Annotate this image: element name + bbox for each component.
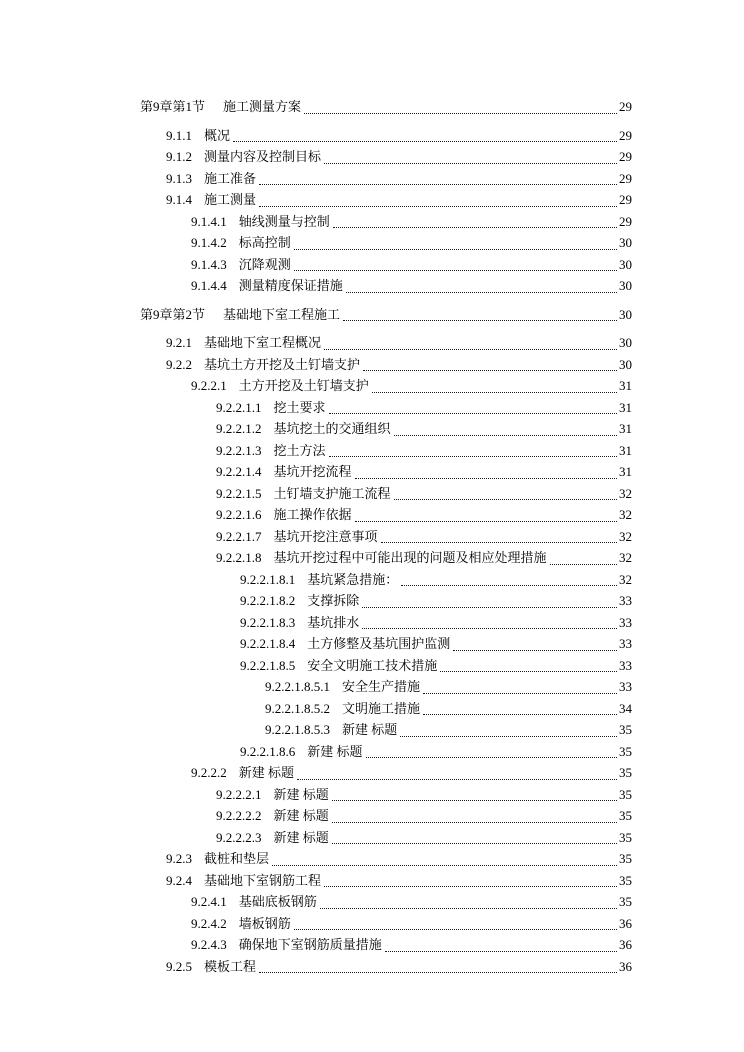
toc-entry-title: 新建 标题 xyxy=(342,722,398,737)
dotted-leader xyxy=(366,756,617,758)
dotted-leader xyxy=(401,584,617,586)
toc-entry-title: 模板工程 xyxy=(204,958,257,974)
toc-entry-number: 9.2.2.1.5 xyxy=(216,485,262,501)
toc-entry-page: 30 xyxy=(619,306,632,322)
toc-entry-title: 基础地下室钢筋工程 xyxy=(204,872,322,888)
toc-entry-number: 9.2.2.1.6 xyxy=(216,507,262,522)
toc-entry-title: 基坑土方开挖及土钉墙支护 xyxy=(204,356,361,372)
toc-entry[interactable] xyxy=(140,483,632,505)
toc-entry-number: 9.1.4.1 xyxy=(191,213,227,229)
dotted-leader xyxy=(394,434,617,436)
toc-entry-title: 基坑排水 xyxy=(307,614,360,630)
toc-entry-page: 29 xyxy=(619,127,632,143)
toc-entry-number: 9.2.2.1.8.5.2 xyxy=(265,700,330,716)
toc-entry-page: 29 xyxy=(619,213,632,229)
toc-entry-number: 9.1.3 xyxy=(166,170,192,186)
toc-entry-number: 9.2.2.1.8.1 xyxy=(240,571,296,587)
toc-entry-page: 32 xyxy=(619,571,632,587)
toc-entry[interactable] xyxy=(140,612,632,634)
toc-entry-title: 基坑开挖注意事项 xyxy=(273,528,378,544)
toc-entry-title: 截桩和垫层 xyxy=(204,851,270,866)
dotted-leader xyxy=(294,269,617,271)
dotted-leader xyxy=(304,112,617,114)
toc-entry-title: 施工测量 xyxy=(204,192,257,207)
toc-entry-page: 29 xyxy=(619,192,632,207)
dotted-leader xyxy=(329,455,617,457)
toc-entry-number: 9.2.2.1.7 xyxy=(216,528,262,544)
toc-entry-page: 33 xyxy=(619,657,632,673)
toc-entry-title: 施工测量方案 xyxy=(223,99,302,114)
toc-entry-title: 基础地下室工程施工 xyxy=(223,306,341,322)
toc-entry-number: 9.2.2.2 xyxy=(191,765,227,780)
toc-entry-page: 31 xyxy=(619,464,632,479)
dotted-leader xyxy=(440,670,617,672)
toc-entry-title: 挖土要求 xyxy=(273,399,326,415)
toc-entry-page: 35 xyxy=(619,894,632,909)
toc-entry-number: 9.1.4 xyxy=(166,192,192,207)
toc-entry-title: 基坑挖土的交通组织 xyxy=(273,421,391,436)
toc-entry[interactable] xyxy=(140,676,632,698)
dotted-leader xyxy=(385,950,617,952)
toc-entry-page: 30 xyxy=(619,356,632,372)
toc-entry-number: 9.2.2.1 xyxy=(191,378,227,393)
toc-entry[interactable] xyxy=(140,633,632,655)
toc-entry-page: 31 xyxy=(619,399,632,415)
toc-entry[interactable] xyxy=(140,504,632,526)
toc-entry-page: 35 xyxy=(619,743,632,759)
dotted-leader xyxy=(363,369,617,371)
toc-entry-page: 35 xyxy=(619,851,632,866)
toc-entry-number: 9.2.2.1.8.3 xyxy=(240,614,296,630)
toc-entry[interactable] xyxy=(140,211,632,233)
toc-entry-number: 9.2.4.3 xyxy=(191,937,227,952)
toc-entry-page: 35 xyxy=(619,872,632,888)
toc-entry-title: 新建 标题 xyxy=(273,808,329,823)
toc-entry[interactable] xyxy=(140,719,632,741)
toc-entry[interactable] xyxy=(140,526,632,548)
toc-entry-number: 9.2.2.1.1 xyxy=(216,399,262,415)
toc-entry[interactable] xyxy=(140,870,632,892)
toc-entry[interactable] xyxy=(140,332,632,354)
toc-entry-number: 9.2.2.1.8.5 xyxy=(240,657,296,673)
toc-entry-page: 29 xyxy=(619,170,632,186)
toc-entry-number: 9.2.2.1.8.2 xyxy=(240,593,296,608)
toc-entry-title: 安全生产措施 xyxy=(342,679,421,694)
toc-entry-title: 文明施工措施 xyxy=(342,700,421,716)
toc-entry-number: 9.2.2.1.2 xyxy=(216,421,262,436)
toc-entry[interactable] xyxy=(140,275,632,297)
toc-entry-page: 30 xyxy=(619,335,632,350)
toc-chapter-entry[interactable] xyxy=(140,304,632,326)
dotted-leader xyxy=(297,778,617,780)
toc-entry-title: 测量精度保证措施 xyxy=(238,278,343,293)
toc-entry-page: 35 xyxy=(619,765,632,780)
dotted-leader xyxy=(400,735,617,737)
toc-entry-title: 标高控制 xyxy=(238,235,291,250)
dotted-leader xyxy=(372,391,617,393)
dotted-leader xyxy=(343,319,617,321)
dotted-leader xyxy=(259,205,617,207)
toc-entry-page: 32 xyxy=(619,550,632,565)
toc-entry-page: 33 xyxy=(619,679,632,694)
toc-entry-number: 9.2.2.2.2 xyxy=(216,808,262,823)
dotted-leader xyxy=(423,692,617,694)
dotted-leader xyxy=(332,799,617,801)
toc-entry-title: 基坑开挖过程中可能出现的问题及相应处理措施 xyxy=(273,550,547,565)
toc-entry-page: 35 xyxy=(619,722,632,737)
toc-entry-title: 土方开挖及土钉墙支护 xyxy=(238,378,369,393)
toc-entry-title: 墙板钢筋 xyxy=(238,915,291,931)
toc-entry[interactable] xyxy=(140,784,632,806)
dotted-leader xyxy=(324,885,617,887)
toc-entry-title: 沉降观测 xyxy=(238,256,291,272)
toc-entry-page: 36 xyxy=(619,958,632,974)
toc-entry-title: 基础地下室工程概况 xyxy=(204,335,322,350)
toc-entry-title: 概况 xyxy=(204,127,231,143)
toc-entry-number: 9.1.4.4 xyxy=(191,278,227,293)
toc-entry[interactable] xyxy=(140,698,632,720)
toc-entry-number: 9.2.2.1.8 xyxy=(216,550,262,565)
toc-entry-page: 34 xyxy=(619,700,632,716)
toc-entry[interactable] xyxy=(140,461,632,483)
toc-list xyxy=(140,96,632,977)
toc-entry-page: 32 xyxy=(619,507,632,522)
toc-entry-number: 9.2.2.2.1 xyxy=(216,786,262,802)
toc-entry[interactable] xyxy=(140,232,632,254)
toc-entry-page: 32 xyxy=(619,485,632,501)
toc-entry-number: 第9章第2节 xyxy=(140,306,206,322)
toc-entry-number: 9.2.2.1.4 xyxy=(216,464,262,479)
toc-entry[interactable] xyxy=(140,956,632,978)
toc-entry-number: 9.1.4.3 xyxy=(191,256,227,272)
toc-entry-number: 第9章第1节 xyxy=(140,99,206,114)
toc-entry-page: 30 xyxy=(619,256,632,272)
dotted-leader xyxy=(324,348,617,350)
toc-entry-title: 确保地下室钢筋质量措施 xyxy=(238,937,382,952)
toc-entry-page: 29 xyxy=(619,99,632,114)
dotted-leader xyxy=(294,248,617,250)
toc-entry-number: 9.2.2.1.8.5.3 xyxy=(265,722,330,737)
toc-entry[interactable] xyxy=(140,397,632,419)
dotted-leader xyxy=(333,226,617,228)
toc-entry-title: 土方修整及基坑围护监测 xyxy=(307,636,451,651)
toc-entry-title: 安全文明施工技术措施 xyxy=(307,657,438,673)
dotted-leader xyxy=(381,541,617,543)
toc-entry-number: 9.2.3 xyxy=(166,851,192,866)
toc-entry-title: 挖土方法 xyxy=(273,442,326,458)
toc-entry-page: 33 xyxy=(619,636,632,651)
toc-entry[interactable] xyxy=(140,440,632,462)
toc-entry[interactable] xyxy=(140,418,632,440)
toc-entry-number: 9.1.1 xyxy=(166,127,192,143)
toc-entry-title: 基坑紧急措施： xyxy=(307,571,399,587)
toc-entry-page: 32 xyxy=(619,528,632,544)
toc-entry-title: 基坑开挖流程 xyxy=(273,464,352,479)
dotted-leader xyxy=(453,649,617,651)
dotted-leader xyxy=(423,713,617,715)
dotted-leader xyxy=(259,971,617,973)
toc-entry-title: 新建 标题 xyxy=(273,786,329,802)
dotted-leader xyxy=(329,412,617,414)
toc-entry[interactable] xyxy=(140,741,632,763)
toc-entry[interactable] xyxy=(140,354,632,376)
toc-chapter-entry[interactable] xyxy=(140,96,632,118)
toc-entry-page: 31 xyxy=(619,378,632,393)
toc-entry[interactable] xyxy=(140,934,632,956)
toc-entry-page: 31 xyxy=(619,421,632,436)
toc-entry[interactable] xyxy=(140,189,632,211)
dotted-leader xyxy=(355,477,617,479)
toc-entry-number: 9.2.2 xyxy=(166,356,192,372)
toc-entry-title: 新建 标题 xyxy=(307,743,363,759)
toc-entry-page: 36 xyxy=(619,915,632,931)
toc-entry[interactable] xyxy=(140,569,632,591)
dotted-leader xyxy=(394,498,617,500)
toc-entry-title: 测量内容及控制目标 xyxy=(204,149,322,164)
toc-entry-number: 9.1.2 xyxy=(166,149,192,164)
toc-entry-page: 35 xyxy=(619,829,632,845)
toc-entry-title: 土钉墙支护施工流程 xyxy=(273,485,391,501)
dotted-leader xyxy=(346,291,617,293)
toc-entry-number: 9.2.4 xyxy=(166,872,192,888)
toc-entry-title: 施工操作依据 xyxy=(273,507,352,522)
dotted-leader xyxy=(362,627,617,629)
dotted-leader xyxy=(233,140,617,142)
toc-entry[interactable] xyxy=(140,168,632,190)
toc-entry-title: 基础底板钢筋 xyxy=(238,894,317,909)
dotted-leader xyxy=(324,162,617,164)
toc-entry-page: 31 xyxy=(619,442,632,458)
toc-entry-page: 30 xyxy=(619,235,632,250)
dotted-leader xyxy=(259,183,617,185)
toc-entry[interactable] xyxy=(140,762,632,784)
dotted-leader xyxy=(550,563,617,565)
toc-entry-number: 9.2.4.1 xyxy=(191,894,227,909)
dotted-leader xyxy=(272,864,617,866)
dotted-leader xyxy=(362,606,617,608)
toc-entry-number: 9.2.2.2.3 xyxy=(216,829,262,845)
toc-entry-number: 9.2.5 xyxy=(166,958,192,974)
toc-entry[interactable] xyxy=(140,146,632,168)
toc-entry[interactable] xyxy=(140,913,632,935)
dotted-leader xyxy=(332,821,617,823)
dotted-leader xyxy=(294,928,617,930)
toc-entry[interactable] xyxy=(140,827,632,849)
toc-entry-page: 35 xyxy=(619,786,632,802)
toc-entry[interactable] xyxy=(140,891,632,913)
toc-entry-number: 9.1.4.2 xyxy=(191,235,227,250)
toc-entry-title: 轴线测量与控制 xyxy=(238,213,330,229)
dotted-leader xyxy=(320,907,617,909)
toc-entry[interactable] xyxy=(140,655,632,677)
toc-entry-title: 支撑拆除 xyxy=(307,593,360,608)
toc-entry-number: 9.2.2.1.8.4 xyxy=(240,636,296,651)
toc-entry-page: 36 xyxy=(619,937,632,952)
toc-entry-page: 29 xyxy=(619,149,632,164)
toc-entry-page: 35 xyxy=(619,808,632,823)
toc-entry-page: 33 xyxy=(619,593,632,608)
toc-entry-number: 9.2.4.2 xyxy=(191,915,227,931)
toc-entry[interactable] xyxy=(140,805,632,827)
toc-entry[interactable] xyxy=(140,375,632,397)
dotted-leader xyxy=(355,520,617,522)
toc-entry-number: 9.2.2.1.3 xyxy=(216,442,262,458)
toc-entry[interactable] xyxy=(140,547,632,569)
toc-entry-title: 新建 标题 xyxy=(238,765,295,780)
dotted-leader xyxy=(332,842,617,844)
toc-entry[interactable] xyxy=(140,125,632,147)
toc-entry[interactable] xyxy=(140,254,632,276)
toc-entry-number: 9.2.2.1.8.6 xyxy=(240,743,296,759)
toc-entry[interactable] xyxy=(140,590,632,612)
toc-entry-title: 新建 标题 xyxy=(273,829,329,845)
toc-entry-title: 施工准备 xyxy=(204,170,257,186)
toc-entry-number: 9.2.1 xyxy=(166,335,192,350)
toc-entry-number: 9.2.2.1.8.5.1 xyxy=(265,679,330,694)
toc-entry-page: 33 xyxy=(619,614,632,630)
toc-entry[interactable] xyxy=(140,848,632,870)
toc-entry-page: 30 xyxy=(619,278,632,293)
